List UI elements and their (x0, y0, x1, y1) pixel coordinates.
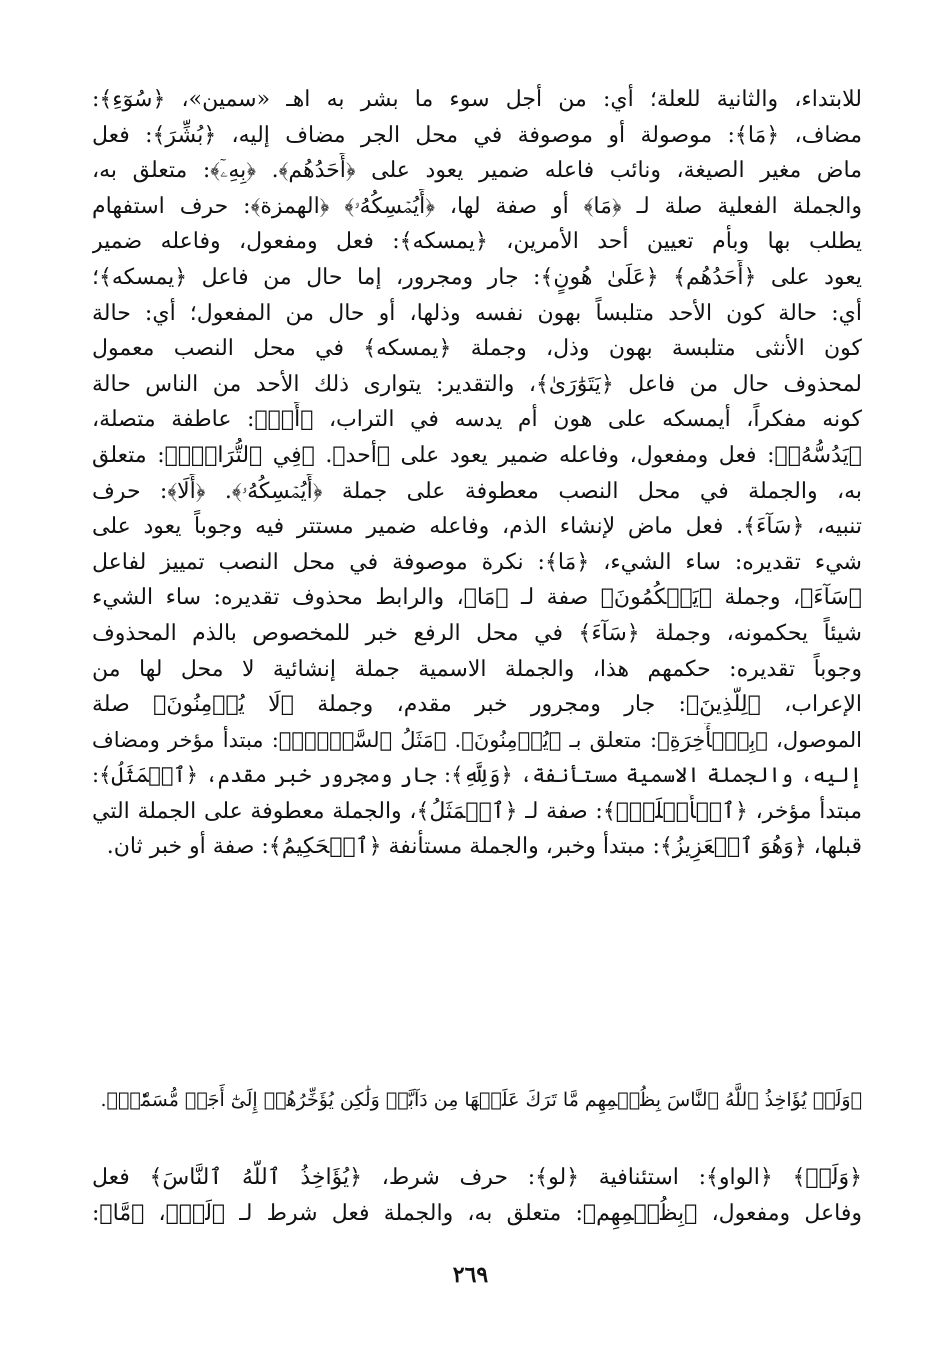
text-line: الموصول، ﴿بِٱلۡأٓخِرَةِ﴾: متعلق بـ ﴿يُؤۡمِنُونَ﴾. ﴿مَثَلُ ٱلسَّوۡءِۖ﴾: مبتدأ مؤخر ومضاف (92, 727, 862, 752)
page-number: ٢٦٩ (452, 1262, 489, 1288)
text-line: والجملة الفعلية صلة لـ ﴿مَا﴾ أو صفة لها، ﴿أَيُمۡسِكُهُۥ﴾ ﴿الهمزة﴾: حرف استفهام (92, 193, 862, 219)
text-line: للابتداء، والثانية للعلة؛ أي: من أجل سوء ما بشر به اهـ «سمين»، ﴿سُوٓءِ﴾: (92, 87, 862, 112)
text-line: إليه، والجملة الاسمية مستأنفة، ﴿وَلِلَّهِ﴾: جار ومجرور خبر مقدم، ﴿ٱلۡمَثَلُ﴾: (92, 763, 862, 788)
text-line: وجوباً تقديره: حكمهم هذا، والجملة الاسمية جملة إنشائية لا محل لها من (92, 656, 862, 682)
text-line: أي: حالة كون الأحد متلبساً بهون نفسه وذلها، أو حال من المفعول؛ أي: حالة (92, 300, 862, 326)
text-line: ﴿سَآءَ﴾، وجملة ﴿يَحۡكُمُونَ﴾ صفة لـ ﴿مَا﴾، والرابط محذوف تقديره: ساء الشيء (92, 585, 862, 611)
second-paragraph (92, 1160, 862, 1231)
text-line: يطلب بها وبأم تعيين أحد الأمرين، ﴿يمسكه﴾: فعل ومفعول، وفاعله ضمير (92, 229, 862, 255)
text-line: قبلها، ﴿وَهُوَ ٱلۡعَزِيزُ﴾: مبتدأ وخبر، والجملة مستأنفة ﴿ٱلۡحَكِيمُ﴾: صفة أو خبر ثان. (106, 834, 862, 860)
text-line: ﴿وَلَوۡ﴾ ﴿الواو﴾: استئنافية ﴿لو﴾: حرف شرط، ﴿يُؤَاخِذُ ٱللَّهُ ٱلنَّاسَ﴾ فعل (92, 1165, 862, 1190)
text-line: مبتدأ مؤخر، ﴿ٱلۡأَعۡلَىٰۚ﴾: صفة لـ ﴿ٱلۡمَثَلُ﴾، والجملة معطوفة على الجملة التي (92, 798, 862, 824)
text-line: مضاف، ﴿مَا﴾: موصولة أو موصوفة في محل الجر مضاف إليه، ﴿بُشِّرَ﴾: فعل (92, 122, 862, 148)
text-line: به، والجملة في محل النصب معطوفة على جملة ﴿أَيُمۡسِكُهُۥ﴾. ﴿أَلَا﴾: حرف (92, 478, 862, 504)
text-line: تنبيه، ﴿سَآءَ﴾. فعل ماض لإنشاء الذم، وفاعله ضمير مستتر فيه وجوباً يعود على (92, 514, 862, 540)
text-line: كونه مفكراً، أيمسكه على هون أم يدسه في التراب، ﴿أَمۡ﴾: عاطفة متصلة، (92, 407, 862, 433)
quran-verse (92, 1083, 862, 1119)
text-line: لمحذوف حال من فاعل ﴿يَتَوَٰرَىٰ﴾، والتقدير: يتوارى ذلك الأحد من الناس حالة (92, 371, 862, 397)
text-line: يعود على ﴿أَحَدُهُم﴾ ﴿عَلَىٰ هُونٍ﴾: جار ومجرور، إما حال من فاعل ﴿يمسكه﴾؛ (92, 264, 862, 290)
text-line: كون الأنثى متلبسة بهون وذل، وجملة ﴿يمسكه﴾ في محل النصب معمول (92, 336, 862, 362)
text-line: شيء تقديره: ساء الشيء، ﴿مَا﴾: نكرة موصوفة في محل النصب تمييز لفاعل (92, 549, 862, 575)
verse-text: ﴿وَلَوۡ يُؤَاخِذُ ٱللَّهُ ٱلنَّاسَ بِظُلۡمِهِم مَّا تَرَكَ عَلَيۡهَا مِن دَآبَّةٖ وَلَٰكِن يُؤَخِّرُهُمۡ إِلَىٰٓ أَجَلٖ مُّسَمّٗىۖ﴾. (100, 1089, 862, 1111)
text-line: وفاعل ومفعول، ﴿بِظُلۡمِهِم﴾: متعلق به، والجملة فعل شرط لـ ﴿لَوۡ﴾، ﴿مَّا﴾: (92, 1200, 862, 1226)
text-line: الإعراب، ﴿لِلَّذِينَ﴾: جار ومجرور خبر مقدم، وجملة ﴿لَا يُؤۡمِنُونَ﴾ صلة (92, 692, 862, 718)
text-line: ﴿يَدُسُّهُۥ﴾: فعل ومفعول، وفاعله ضمير يعود على ﴿أحد﴾. ﴿فِي ٱلتُّرَابِۗ﴾: متعلق (92, 442, 862, 468)
main-paragraph (92, 82, 862, 865)
text-line: شيئاً يحكمونه، وجملة ﴿سَآءَ﴾ في محل الرفع خبر للمخصوص بالذم المحذوف (92, 620, 862, 646)
text-line: ماض مغير الصيغة، ونائب فاعله ضمير يعود على ﴿أَحَدُهُم﴾. ﴿بِهِۦٓ﴾: متعلق به، (92, 158, 862, 184)
